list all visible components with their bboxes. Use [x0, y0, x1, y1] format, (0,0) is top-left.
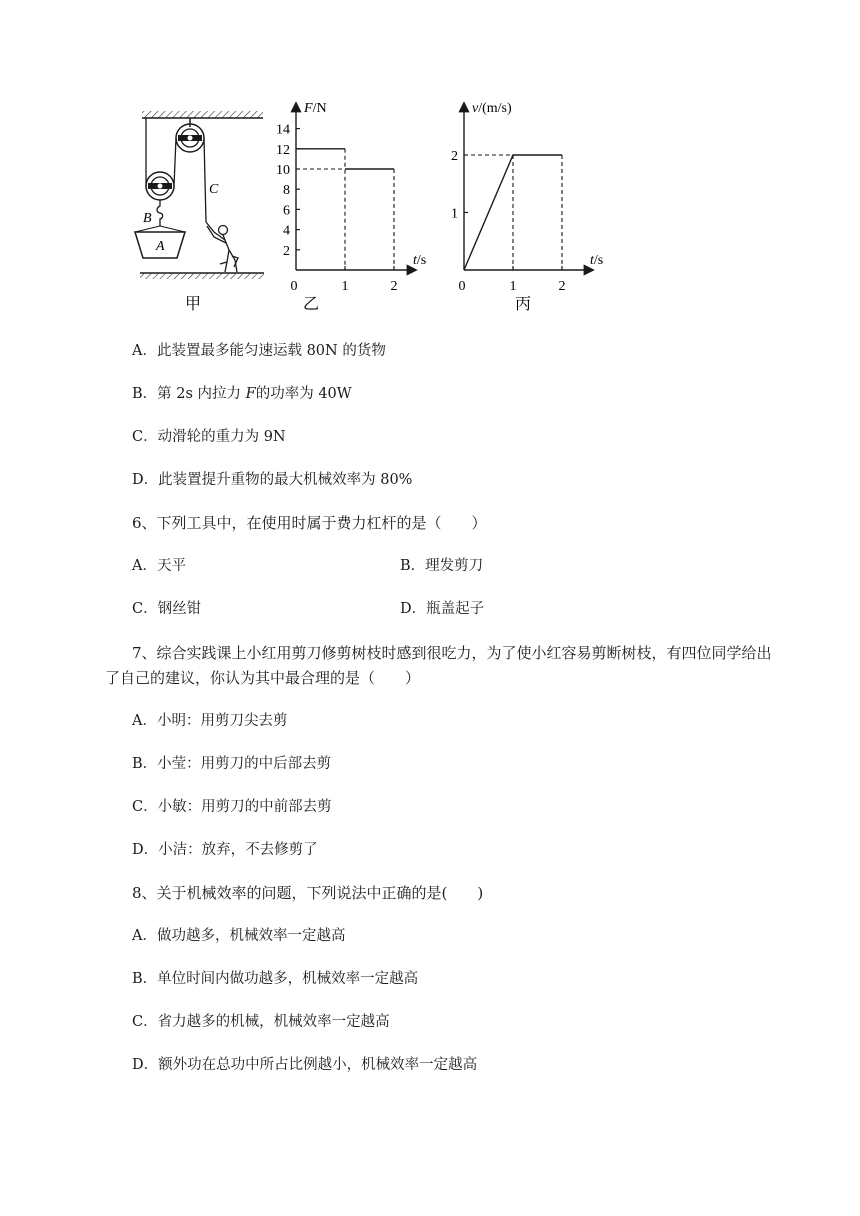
yi-y-tick-label: 4: [283, 223, 290, 239]
q7-option-c: C．小敏：用剪刀的中前部去剪: [132, 799, 332, 815]
label-c: C: [209, 182, 219, 197]
yi-x-tick-label: 1: [341, 279, 349, 294]
q6-option-c: C．钢丝钳: [132, 601, 202, 617]
bing-y-tick-label: 1: [451, 206, 458, 222]
caption-yi: 乙: [303, 294, 320, 313]
yi-y-tick-label: 14: [276, 122, 290, 138]
yi-y-tick-label: 12: [276, 142, 290, 158]
ground-hatch: [140, 273, 264, 279]
bing-x-tick-label: 1: [509, 279, 517, 294]
bing-origin-label: 0: [458, 279, 466, 294]
q5-option-b: [132, 384, 352, 404]
rope-middle: [174, 138, 176, 186]
q8-stem: 8、关于机械效率的问题，下列说法中正确的是( ): [132, 884, 484, 902]
yi-y-tick-label: 8: [283, 183, 290, 199]
yi-origin-label: 0: [290, 279, 298, 294]
worker-figure: [206, 222, 238, 272]
ceiling-hatch: [142, 111, 263, 118]
caption-bing: 丙: [515, 294, 532, 313]
q5-option-d: D．此装置提升重物的最大机械效率为 80%: [132, 472, 413, 488]
q5-option-c: C．动滑轮的重力为 9N: [132, 429, 286, 445]
label-b: B: [143, 211, 152, 226]
q7-option-d: D．小洁：放弃，不去修剪了: [132, 842, 318, 858]
q6-option-b: B．理发剪刀: [400, 558, 484, 574]
bing-x-label: t/s: [590, 253, 604, 268]
q7-option-a: A．小明：用剪刀尖去剪: [132, 713, 288, 729]
movable-pulley: [146, 172, 174, 200]
q8-option-c: C．省力越多的机械，机械效率一定越高: [132, 1014, 390, 1030]
yi-y-tick-label: 2: [283, 243, 290, 259]
q7-stem-line1: 7、综合实践课上小红用剪刀修剪树枝时感到很吃力，为了使小红容易剪断树枝，有四位同学给出: [132, 644, 772, 662]
force-time-chart: [276, 101, 426, 313]
caption-jia: 甲: [185, 294, 202, 313]
figures-area: [0, 0, 860, 320]
q5-option-b-pre: B．第 2s 内拉力: [132, 386, 246, 402]
q5-option-b-var: F: [245, 386, 256, 402]
q8-option-b: B．单位时间内做功越多，机械效率一定越高: [132, 971, 419, 987]
bing-x-tick-label: 2: [558, 279, 566, 294]
q6-stem: 6、下列工具中，在使用时属于费力杠杆的是（ ）: [132, 514, 487, 532]
rope-c: [204, 138, 206, 222]
q6-option-a: A．天平: [132, 558, 186, 574]
bing-y-tick-label: 2: [451, 149, 458, 164]
yi-y-tick-label: 10: [276, 163, 290, 178]
q5-option-b-post: 的功率为 40W: [255, 386, 352, 402]
yi-y-tick-label: 6: [283, 203, 290, 219]
hook-b: [157, 200, 163, 226]
label-a: A: [156, 239, 165, 254]
yi-x-tick-label: 2: [390, 279, 398, 294]
yi-x-label: t/s: [413, 253, 427, 268]
q7-option-b: B．小莹：用剪刀的中后部去剪: [132, 756, 332, 772]
fixed-pulley: [176, 124, 204, 152]
q6-option-d: D．瓶盖起子: [400, 601, 485, 617]
q8-option-a: A．做功越多，机械效率一定越高: [132, 928, 346, 944]
pulley-diagram: [135, 111, 264, 313]
bing-y-label: v/(m/s): [472, 101, 512, 116]
yi-y-label: F/N: [304, 101, 327, 116]
q7-stem-line2: 了自己的建议，你认为其中最合理的是（ ）: [105, 669, 421, 687]
q8-option-d: D．额外功在总功中所占比例越小，机械效率一定越高: [132, 1057, 478, 1073]
velocity-time-chart: [451, 101, 603, 313]
q5-option-a: A．此装置最多能匀速运载 80N 的货物: [132, 343, 386, 359]
